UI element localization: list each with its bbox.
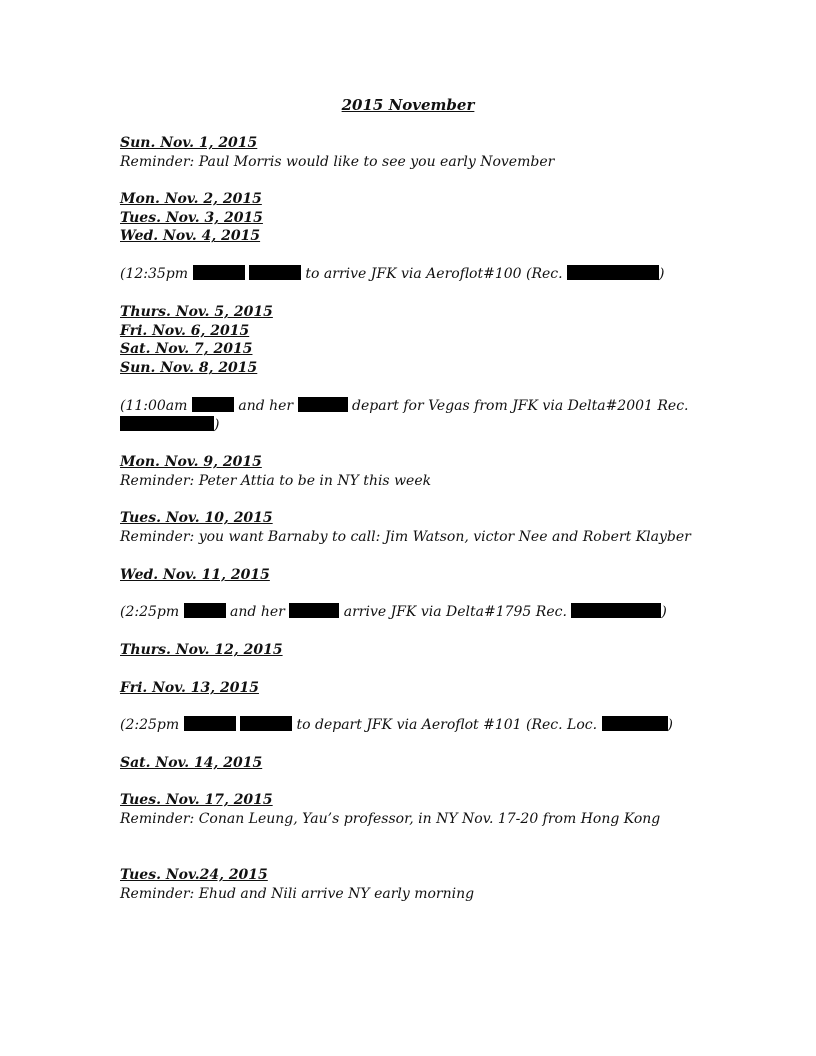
date-heading: Thurs. Nov. 12, 2015: [120, 642, 283, 658]
redaction-block: [192, 397, 234, 412]
entry-nov-17: [120, 791, 720, 828]
event-text: to arrive JFK via Aeroflot#100 (Rec.: [305, 266, 563, 282]
redaction-block: [120, 416, 214, 431]
entry-nov-14: [120, 754, 720, 773]
entry-nov-13: [120, 679, 720, 698]
redaction-block: [298, 397, 348, 412]
page-title: 2015 November: [341, 96, 475, 114]
entry-nov-9: [120, 453, 720, 490]
date-heading: Tues. Nov. 10, 2015: [120, 510, 273, 526]
event-text: and her: [238, 398, 294, 414]
event-text: (2:25pm: [120, 604, 180, 620]
date-heading: Mon. Nov. 2, 2015: [120, 191, 262, 207]
redaction-block: [571, 603, 661, 618]
date-heading: Sun. Nov. 8, 2015: [120, 360, 258, 377]
date-heading: Wed. Nov. 4, 2015: [120, 228, 261, 245]
date-heading: Tues. Nov. 3, 2015: [120, 209, 263, 226]
reminder-text: Reminder: Conan Leung, Yau’s professor, in NY Nov. 17-20 from Hong Kong: [120, 810, 661, 827]
flight-event-1: [120, 265, 720, 284]
date-heading: Tues. Nov.24, 2015: [120, 867, 268, 883]
entry-nov-5-8: [120, 303, 720, 378]
redaction-block: [289, 603, 339, 618]
date-heading: Fri. Nov. 13, 2015: [120, 680, 259, 696]
entry-nov-12: [120, 641, 720, 660]
entry-nov-10: [120, 509, 720, 546]
redaction-block: [184, 716, 236, 731]
date-heading: Tues. Nov. 17, 2015: [120, 792, 273, 808]
redaction-block: [602, 716, 668, 731]
event-text: to depart JFK via Aeroflot #101 (Rec. Loc.: [296, 717, 598, 733]
event-text: (12:35pm: [120, 266, 189, 282]
event-text: ): [661, 604, 667, 620]
event-text: arrive JFK via Delta#1795 Rec.: [343, 604, 567, 620]
entry-nov-2-4: [120, 190, 720, 246]
date-heading: Fri. Nov. 6, 2015: [120, 322, 250, 339]
reminder-text: Reminder: Ehud and Nili arrive NY early morning: [120, 885, 475, 902]
redaction-block: [240, 716, 292, 731]
date-heading: Thurs. Nov. 5, 2015: [120, 304, 273, 320]
redaction-block: [249, 265, 301, 280]
event-text: (2:25pm: [120, 717, 180, 733]
reminder-text: Reminder: Peter Attia to be in NY this week: [120, 472, 432, 489]
date-heading: Sat. Nov. 14, 2015: [120, 755, 263, 771]
reminder-text: Reminder: you want Barnaby to call: Jim Watson, victor Nee and Robert Klayber: [120, 528, 691, 545]
flight-event-2: [120, 397, 720, 434]
date-heading: Wed. Nov. 11, 2015: [120, 567, 270, 583]
event-text: ): [214, 416, 220, 433]
event-text: (11:00am: [120, 398, 188, 414]
entry-nov-24: [120, 866, 720, 903]
entry-nov-11: [120, 566, 720, 585]
redaction-block: [193, 265, 245, 280]
date-heading: Sat. Nov. 7, 2015: [120, 341, 253, 358]
flight-event-4: [120, 716, 720, 735]
redaction-block: [567, 265, 659, 280]
entry-nov-1: [120, 134, 720, 171]
event-text: ): [659, 266, 665, 282]
event-text: depart for Vegas from JFK via Delta#2001 Rec.: [352, 398, 689, 414]
reminder-text: Reminder: Paul Morris would like to see you early November: [120, 153, 555, 170]
event-text: and her: [230, 604, 285, 620]
redaction-block: [184, 603, 226, 618]
date-heading: Mon. Nov. 9, 2015: [120, 454, 262, 470]
date-heading: Sun. Nov. 1, 2015: [120, 135, 258, 151]
flight-event-3: [120, 603, 720, 622]
event-text: ): [667, 717, 673, 733]
